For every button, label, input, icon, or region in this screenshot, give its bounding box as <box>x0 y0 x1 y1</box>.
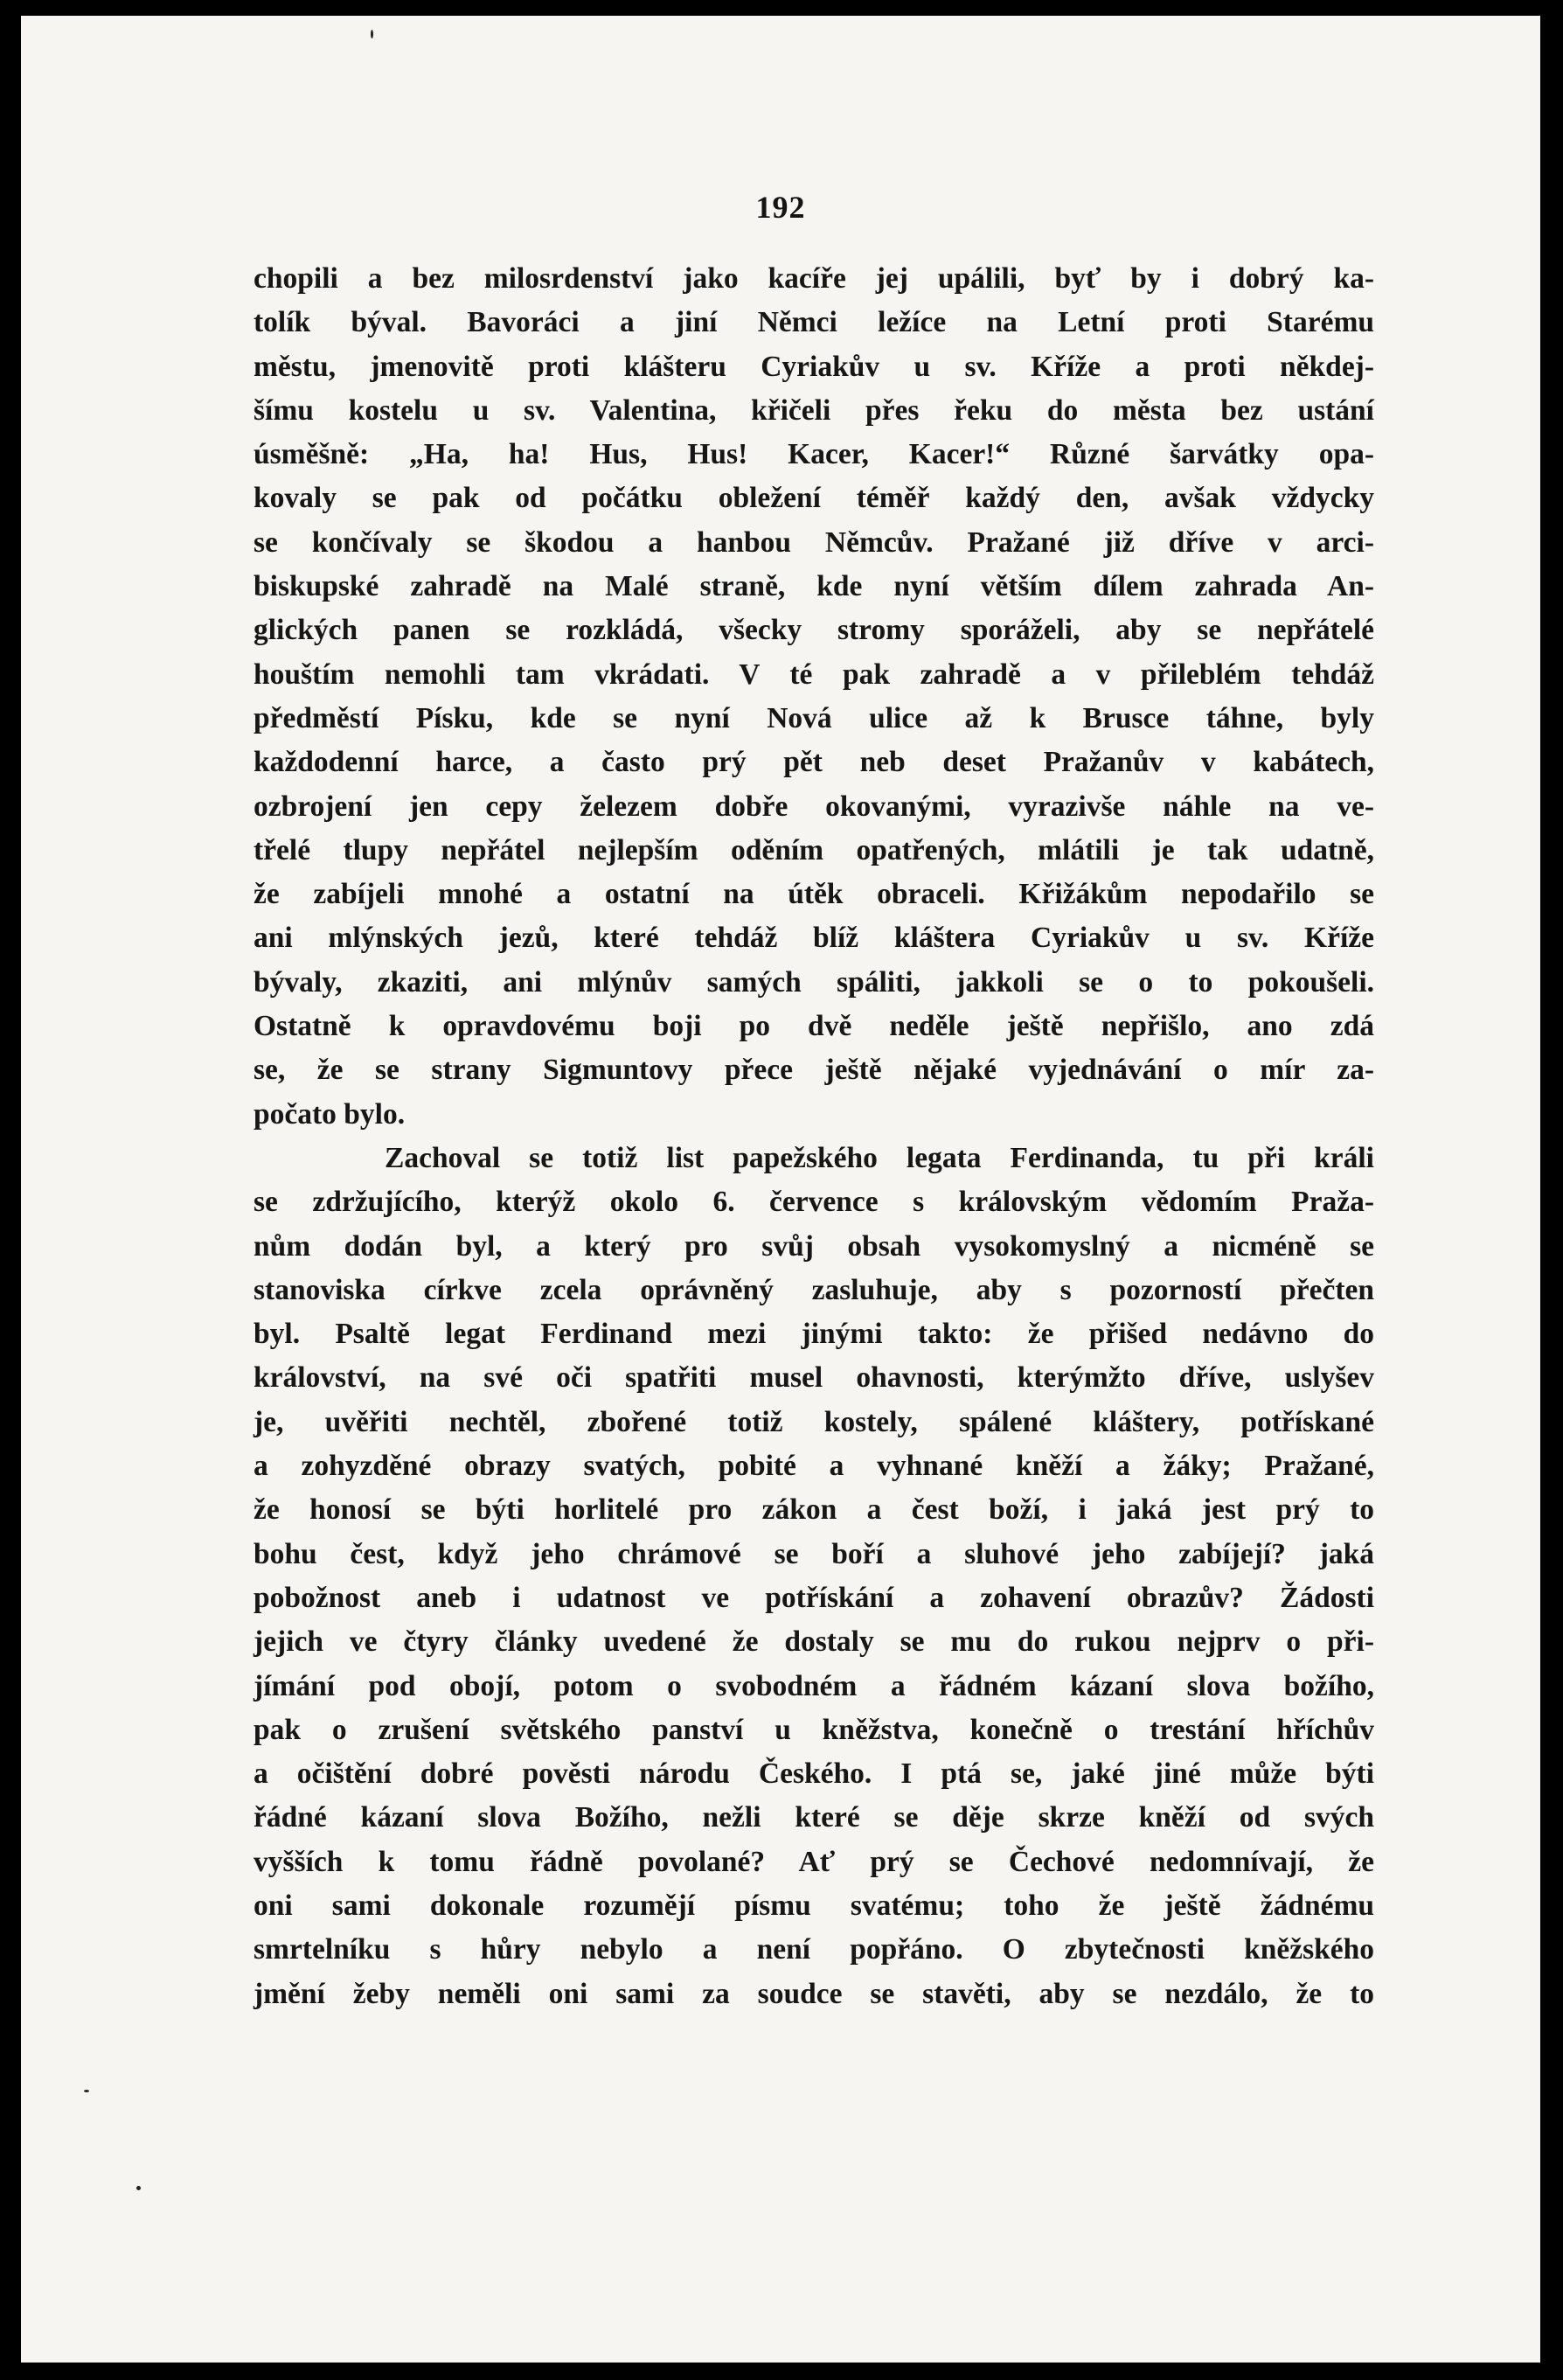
text-line: kovaly se pak od počátku obležení téměř každý den, avšak vždycky <box>254 482 1374 515</box>
text-line: se, že se strany Sigmuntovy přece ještě nějaké vyjednávání o mír za- <box>254 1054 1374 1087</box>
text-line: biskupské zahradě na Malé straně, kde nyní větším dílem zahrada An- <box>254 570 1374 603</box>
text-line: počato bylo. <box>254 1097 406 1131</box>
text-line: předměstí Písku, kde se nyní Nová ulice až k Brusce táhne, byly <box>254 701 1374 734</box>
text-line: glických panen se rozkládá, všecky stromy sporáželi, aby se nepřátelé <box>254 614 1374 647</box>
body-text <box>254 257 1374 2016</box>
text-line: šímu kostelu u sv. Valentina, křičeli přes řeku do města bez ustání <box>254 393 1374 427</box>
text-line: byl. Psaltě legat Ferdinand mezi jinými takto: že přišed nedávno do <box>254 1318 1374 1351</box>
text-line: království, na své oči spatřiti musel ohavnosti, kterýmžto dříve, uslyšev <box>254 1361 1374 1395</box>
text-line: oni sami dokonale rozumějí písmu svatému; toho že ještě žádnému <box>254 1889 1374 1922</box>
text-line: úsměšně: „Ha, ha! Hus, Hus! Kacer, Kacer!“ Různé šarvátky opa- <box>254 438 1374 471</box>
text-line: houštím nemohli tam vkrádati. V té pak zahradě a v přileblém tehdáž <box>254 658 1374 691</box>
text-line: jejich ve čtyry články uvedené že dostaly se mu do rukou nejprv o při- <box>254 1625 1374 1659</box>
text-line: ozbrojení jen cepy železem dobře okovanými, vyrazivše náhle na ve- <box>254 790 1374 823</box>
text-line: městu, jmenovitě proti klášteru Cyriakův u sv. Kříže a proti někdej- <box>254 350 1374 383</box>
text-line: bývaly, zkaziti, ani mlýnův samých spáliti, jakkoli se o to pokoušeli. <box>254 965 1374 999</box>
text-line: se zdržujícího, kterýž okolo 6. července s královským vědomím Praža- <box>254 1186 1374 1219</box>
text-line: každodenní harce, a často prý pět neb deset Pražanův v kabátech, <box>254 746 1374 779</box>
paper-speck <box>136 2186 141 2190</box>
text-line: Ostatně k opravdovému boji po dvě neděle ještě nepřišlo, ano zdá <box>254 1010 1374 1043</box>
text-line: nům dodán byl, a který pro svůj obsah vysokomyslný a nicméně se <box>254 1229 1374 1263</box>
page-number: 192 <box>755 190 806 225</box>
text-line: pobožnost aneb i udatnost ve potřískání a zohavení obrazův? Žádosti <box>254 1581 1374 1614</box>
text-line: bohu čest, když jeho chrámové se boří a sluhové jeho zabíjejí? jaká <box>254 1537 1374 1570</box>
text-line: že honosí se býti horlitelé pro zákon a čest boží, i jaká jest prý to <box>254 1493 1374 1527</box>
book-page <box>21 16 1540 2363</box>
text-line: jímání pod obojí, potom o svobodném a řádném kázaní slova božího, <box>254 1669 1374 1702</box>
text-line: řádné kázaní slova Božího, nežli které se děje skrze kněží od svých <box>254 1801 1374 1834</box>
text-line: se končívaly se škodou a hanbou Němcův. Pražané již dříve v arci- <box>254 525 1374 559</box>
paper-speck <box>84 2090 89 2092</box>
text-line: chopili a bez milosrdenství jako kacíře jej upálili, byť by i dobrý ka- <box>254 262 1374 295</box>
text-line: tolík býval. Bavoráci a jiní Němci ležíce na Letní proti Starému <box>254 306 1374 339</box>
text-line: jmění žeby neměli oni sami za soudce se stavěti, aby se nezdálo, že to <box>254 1977 1374 2010</box>
paper-speck <box>371 30 373 38</box>
text-line: smrtelníku s hůry nebylo a není popřáno. O zbytečnosti kněžského <box>254 1933 1374 1966</box>
paragraph <box>254 257 1374 1137</box>
text-line: že zabíjeli mnohé a ostatní na útěk obraceli. Křižákům nepodařilo se <box>254 878 1374 911</box>
text-line: stanoviska církve zcela oprávněný zasluhuje, aby s pozorností přečten <box>254 1273 1374 1306</box>
text-line: Zachoval se totiž list papežského legata Ferdinanda, tu při králi <box>385 1141 1374 1174</box>
text-line: a očištění dobré pověsti národu Českého. I ptá se, jaké jiné může býti <box>254 1757 1374 1791</box>
text-line: vyšších k tomu řádně povolané? Ať prý se Čechové nedomnívají, že <box>254 1845 1374 1878</box>
text-line: pak o zrušení světského panství u kněžstva, konečně o trestání hříchův <box>254 1713 1374 1746</box>
paragraph <box>254 1137 1374 2016</box>
text-line: je, uvěřiti nechtěl, zbořené totiž kostely, spálené kláštery, potřískané <box>254 1405 1374 1438</box>
text-line: a zohyzděné obrazy svatých, pobité a vyhnané kněží a žáky; Pražané, <box>254 1450 1374 1483</box>
text-line: ani mlýnských jezů, které tehdáž blíž kláštera Cyriakův u sv. Kříže <box>254 922 1374 955</box>
text-line: třelé tlupy nepřátel nejlepším oděním opatřených, mlátili je tak udatně, <box>254 833 1374 866</box>
